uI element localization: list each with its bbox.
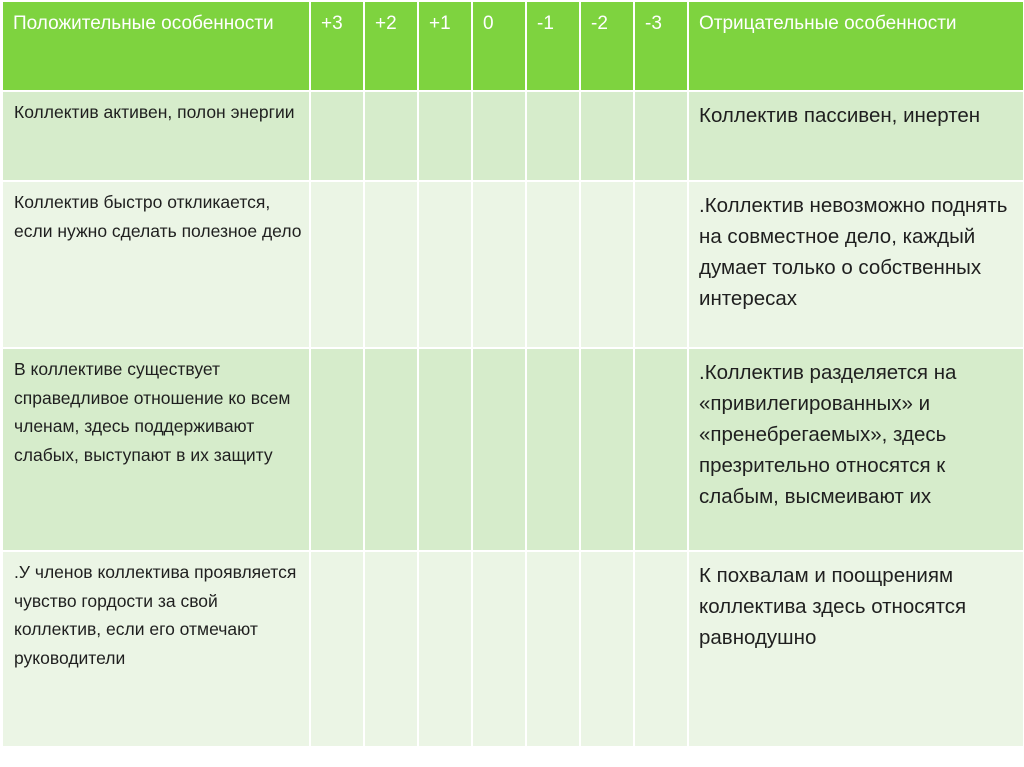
- score-cell[interactable]: [580, 551, 634, 747]
- score-cell[interactable]: [526, 551, 580, 747]
- score-cell[interactable]: [472, 348, 526, 551]
- score-cell[interactable]: [526, 181, 580, 348]
- rating-table: [1, 0, 1024, 748]
- negative-cell: .Коллектив разделяется на «привилегированных» и «пренебрегаемых», здесь презрительно относятся к слабым, высмеивают их: [688, 348, 1024, 551]
- score-cell[interactable]: [472, 91, 526, 181]
- score-cell[interactable]: [526, 348, 580, 551]
- header-score-minus3: -3: [634, 1, 688, 91]
- table-row: [2, 551, 1024, 747]
- score-cell[interactable]: [580, 91, 634, 181]
- header-positive: Положительные особенности: [2, 1, 310, 91]
- score-cell[interactable]: [310, 181, 364, 348]
- score-cell[interactable]: [634, 551, 688, 747]
- score-cell[interactable]: [310, 348, 364, 551]
- score-cell[interactable]: [418, 91, 472, 181]
- score-cell[interactable]: [364, 551, 418, 747]
- score-cell[interactable]: [526, 91, 580, 181]
- score-cell[interactable]: [634, 91, 688, 181]
- score-cell[interactable]: [634, 181, 688, 348]
- score-cell[interactable]: [580, 181, 634, 348]
- negative-cell: .Коллектив невозможно поднять на совместное дело, каждый думает только о собственных интересах: [688, 181, 1024, 348]
- header-score-minus2: -2: [580, 1, 634, 91]
- score-cell[interactable]: [580, 348, 634, 551]
- score-cell[interactable]: [364, 91, 418, 181]
- positive-cell: Коллектив активен, полон энергии: [2, 91, 310, 181]
- score-cell[interactable]: [418, 348, 472, 551]
- table-row: [2, 181, 1024, 348]
- score-cell[interactable]: [472, 551, 526, 747]
- score-cell[interactable]: [310, 91, 364, 181]
- score-cell[interactable]: [364, 348, 418, 551]
- header-score-zero: 0: [472, 1, 526, 91]
- header-score-minus1: -1: [526, 1, 580, 91]
- negative-cell: К похвалам и поощрениям коллектива здесь относятся равнодушно: [688, 551, 1024, 747]
- header-score-plus3: +3: [310, 1, 364, 91]
- header-negative: Отрицательные особенности: [688, 1, 1024, 91]
- score-cell[interactable]: [634, 348, 688, 551]
- positive-cell: .У членов коллектива проявляется чувство гордости за свой коллектив, если его отмечают руководители: [2, 551, 310, 747]
- header-row: [2, 1, 1024, 91]
- header-score-plus2: +2: [364, 1, 418, 91]
- score-cell[interactable]: [472, 181, 526, 348]
- positive-cell: В коллективе существует справедливое отношение ко всем членам, здесь поддерживают слабых, выступают в их защиту: [2, 348, 310, 551]
- score-cell[interactable]: [418, 551, 472, 747]
- slide-bottom-margin: [0, 748, 1024, 767]
- score-cell[interactable]: [364, 181, 418, 348]
- score-cell[interactable]: [310, 551, 364, 747]
- table-row: [2, 348, 1024, 551]
- score-cell[interactable]: [418, 181, 472, 348]
- positive-cell: Коллектив быстро откликается, если нужно сделать полезное дело: [2, 181, 310, 348]
- negative-cell: Коллектив пассивен, инертен: [688, 91, 1024, 181]
- table-row: [2, 91, 1024, 181]
- header-score-plus1: +1: [418, 1, 472, 91]
